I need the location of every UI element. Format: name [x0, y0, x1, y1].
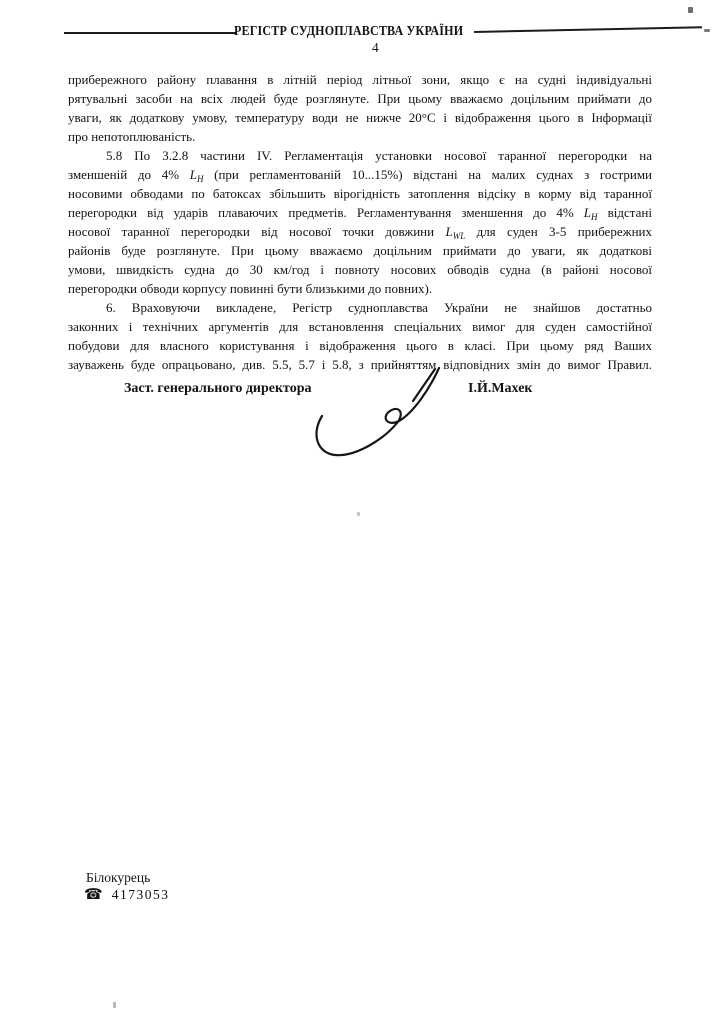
body-text: 6. Враховуючи викладене, Регістр судноплавства України не знайшов достатньо — [106, 300, 652, 315]
body-text: перегородки обводи корпусу повинні бути близькими до повних). — [68, 281, 433, 296]
header-rule-left — [64, 32, 236, 34]
body-text: носовими обводами по батоксах збільшить вірогідність затоплення відсіку в корму від таранної — [68, 186, 652, 201]
body-text: (при регламентованій 10...15%) відстані на малих суднах з гострими — [203, 167, 653, 182]
formula-subscript: H — [196, 174, 204, 184]
body-text: уваги, як додаткову умову, температуру води не нижче 20°С і відображення цього в Інформації — [68, 110, 652, 125]
body-text: перегородки від ударів плаваючих предметів. Регламентування зменшення до 4% — [68, 205, 584, 220]
text-line — [68, 336, 652, 355]
body-text: зауважень буде опрацьовано, див. 5.5, 5.7 і 5.8, з прийняттям відповідних змін до вимог Правил. — [68, 357, 652, 372]
body-text: рятувальні засоби на всіх людей буде розглянуте. При цьому вважаємо доцільним приймати до — [68, 91, 652, 106]
scan-speck — [704, 29, 710, 32]
executor-phone — [84, 887, 169, 903]
page-number: 4 — [372, 40, 379, 55]
text-line — [68, 70, 652, 89]
text-line — [68, 184, 652, 203]
formula-symbol: L — [189, 167, 197, 182]
formula-symbol: L — [583, 205, 592, 220]
body-text: для суден 3-5 прибережних — [465, 224, 652, 239]
signatory-name: І.Й.Махек — [468, 381, 533, 396]
text-line — [68, 146, 652, 165]
text-line — [68, 279, 652, 298]
formula-subscript: WL — [452, 231, 466, 241]
body-text: зменшеній до 4% — [68, 167, 190, 182]
body-text: побудови для власного користування і відображення цього в класі. При цьому ряд Ваших — [68, 338, 652, 353]
header-rule-right — [474, 26, 702, 33]
organization-title: РЕГІСТР СУДНОПЛАВСТВА УКРАЇНИ — [234, 24, 464, 39]
letter-body — [68, 70, 652, 374]
handwritten-signature — [296, 360, 448, 462]
text-line — [68, 165, 652, 184]
body-text: відстані — [597, 205, 652, 220]
signatory-position: Заст. генерального директора — [124, 381, 312, 396]
text-line — [68, 108, 652, 127]
scan-speck — [113, 1002, 116, 1008]
body-text: носової таранної перегородки від носової точки довжини — [68, 224, 446, 239]
text-line — [68, 203, 652, 222]
text-line — [68, 127, 652, 146]
phone-number: 4173053 — [111, 887, 170, 902]
body-text: районів буде розглянуте. При цьому вважаємо доцільним приймати до уваги, як додаткові — [68, 243, 652, 258]
body-text: 5.8 По 3.2.8 частини IV. Регламентація установки носової таранної перегородки на — [106, 148, 652, 163]
text-line — [68, 317, 652, 336]
scan-speck — [357, 512, 360, 516]
text-line — [68, 222, 652, 241]
text-line — [68, 298, 652, 317]
text-line — [68, 241, 652, 260]
body-text: про непотоплюваність. — [68, 129, 196, 144]
body-text: прибережного району плавання в літній період літньої зони, якщо є на судні індивідуальні — [68, 72, 652, 87]
scan-speck — [688, 7, 693, 13]
text-line — [68, 260, 652, 279]
text-line — [68, 89, 652, 108]
formula-subscript: H — [591, 212, 598, 222]
telephone-icon: ☎ — [84, 886, 103, 903]
body-text: умови, швидкість судна до 30 км/год і повноту носових обводів судна (в районі носової — [68, 262, 652, 277]
formula-symbol: L — [445, 224, 453, 239]
body-text: законних і технічних аргументів для встановлення спеціальних вимог для суден самостійної — [68, 319, 652, 334]
executor-name: Білокурець — [86, 870, 151, 885]
